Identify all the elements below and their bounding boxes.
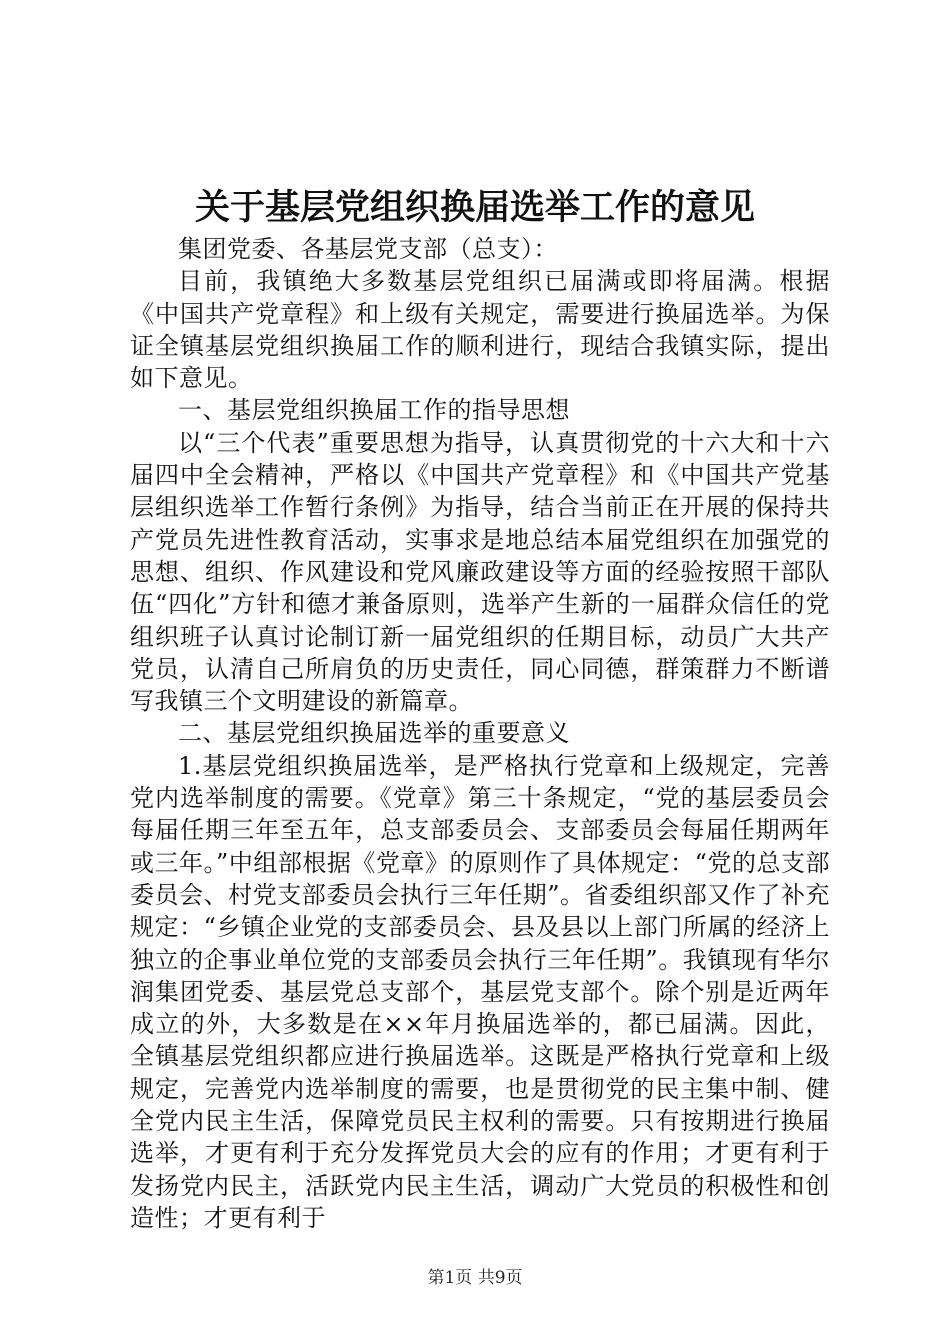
paragraph-guiding-thought: 以“三个代表”重要思想为指导，认真贯彻党的十六大和十六届四中全会精神，严格以《中国共产党章程》和《中国共产党基层组织选举工作暂行条例》为指导，结合当前正在开展的保持共产党员先进性教育活动，实事求是地总结本届党组织在加强党的思想、组织、作风建设和党风廉政建设等方面的经验按照干部队伍“四化”方针和德才兼备原则，选举产生新的一届群众信任的党组织班子认真讨论制订新一届党组织的任期目标，动员广大共产党员，认清自己所肩负的历史责任，同心同德，群策群力不断谱写我镇三个文明建设的新篇章。 (130, 428, 830, 716)
paragraph-intro: 目前，我镇绝大多数基层党组织已届满或即将届满。根据《中国共产党章程》和上级有关规定，需要进行换届选举。为保证全镇基层党组织换届工作的顺利进行，现结合我镇实际，提出如下意见。 (130, 267, 830, 393)
page-footer: 第1页 共9页 (427, 1268, 523, 1288)
paragraph-significance-1: 1.基层党组织换届选举，是严格执行党章和上级规定，完善党内选举制度的需要。《党章》第三十条规定，“党的基层委员会每届任期三年至五年，总支部委员会、支部委员会每届任期两年或三年。”中组部根据《党章》的原则作了具体规定：“党的总支部委员会、村党支部委员会执行三年任期”。省委组织部又作了补充规定：“乡镇企业党的支部委员会、县及县以上部门所属的经济上独立的企事业单位党的支部委员会执行三年任期”。我镇现有华尔润集团党委、基层党总支部个，基层党支部个。除个别是近两年成立的外，大多数是在××年月换届选举的，都已届满。因此，全镇基层党组织都应进行换届选举。这既是严格执行党章和上级规定，完善党内选举制度的需要，也是贯彻党的民主集中制、健全党内民主生活，保障党员民主权利的需要。只有按期进行换届选举，才更有利于充分发挥党员大会的应有的作用；才更有利于发扬党内民主，活跃党内民主生活，调动广大党员的积极性和创造性；才更有利于 (130, 751, 830, 1232)
salutation: 集团党委、各基层党支部（总支）： (178, 235, 558, 263)
document-title: 关于基层党组织换届选举工作的意见 (194, 187, 755, 228)
section-heading-2: 二、基层党组织换届选举的重要意义 (178, 719, 570, 748)
document-body (130, 233, 830, 1234)
section-heading-1: 一、基层党组织换届工作的指导思想 (178, 396, 570, 425)
